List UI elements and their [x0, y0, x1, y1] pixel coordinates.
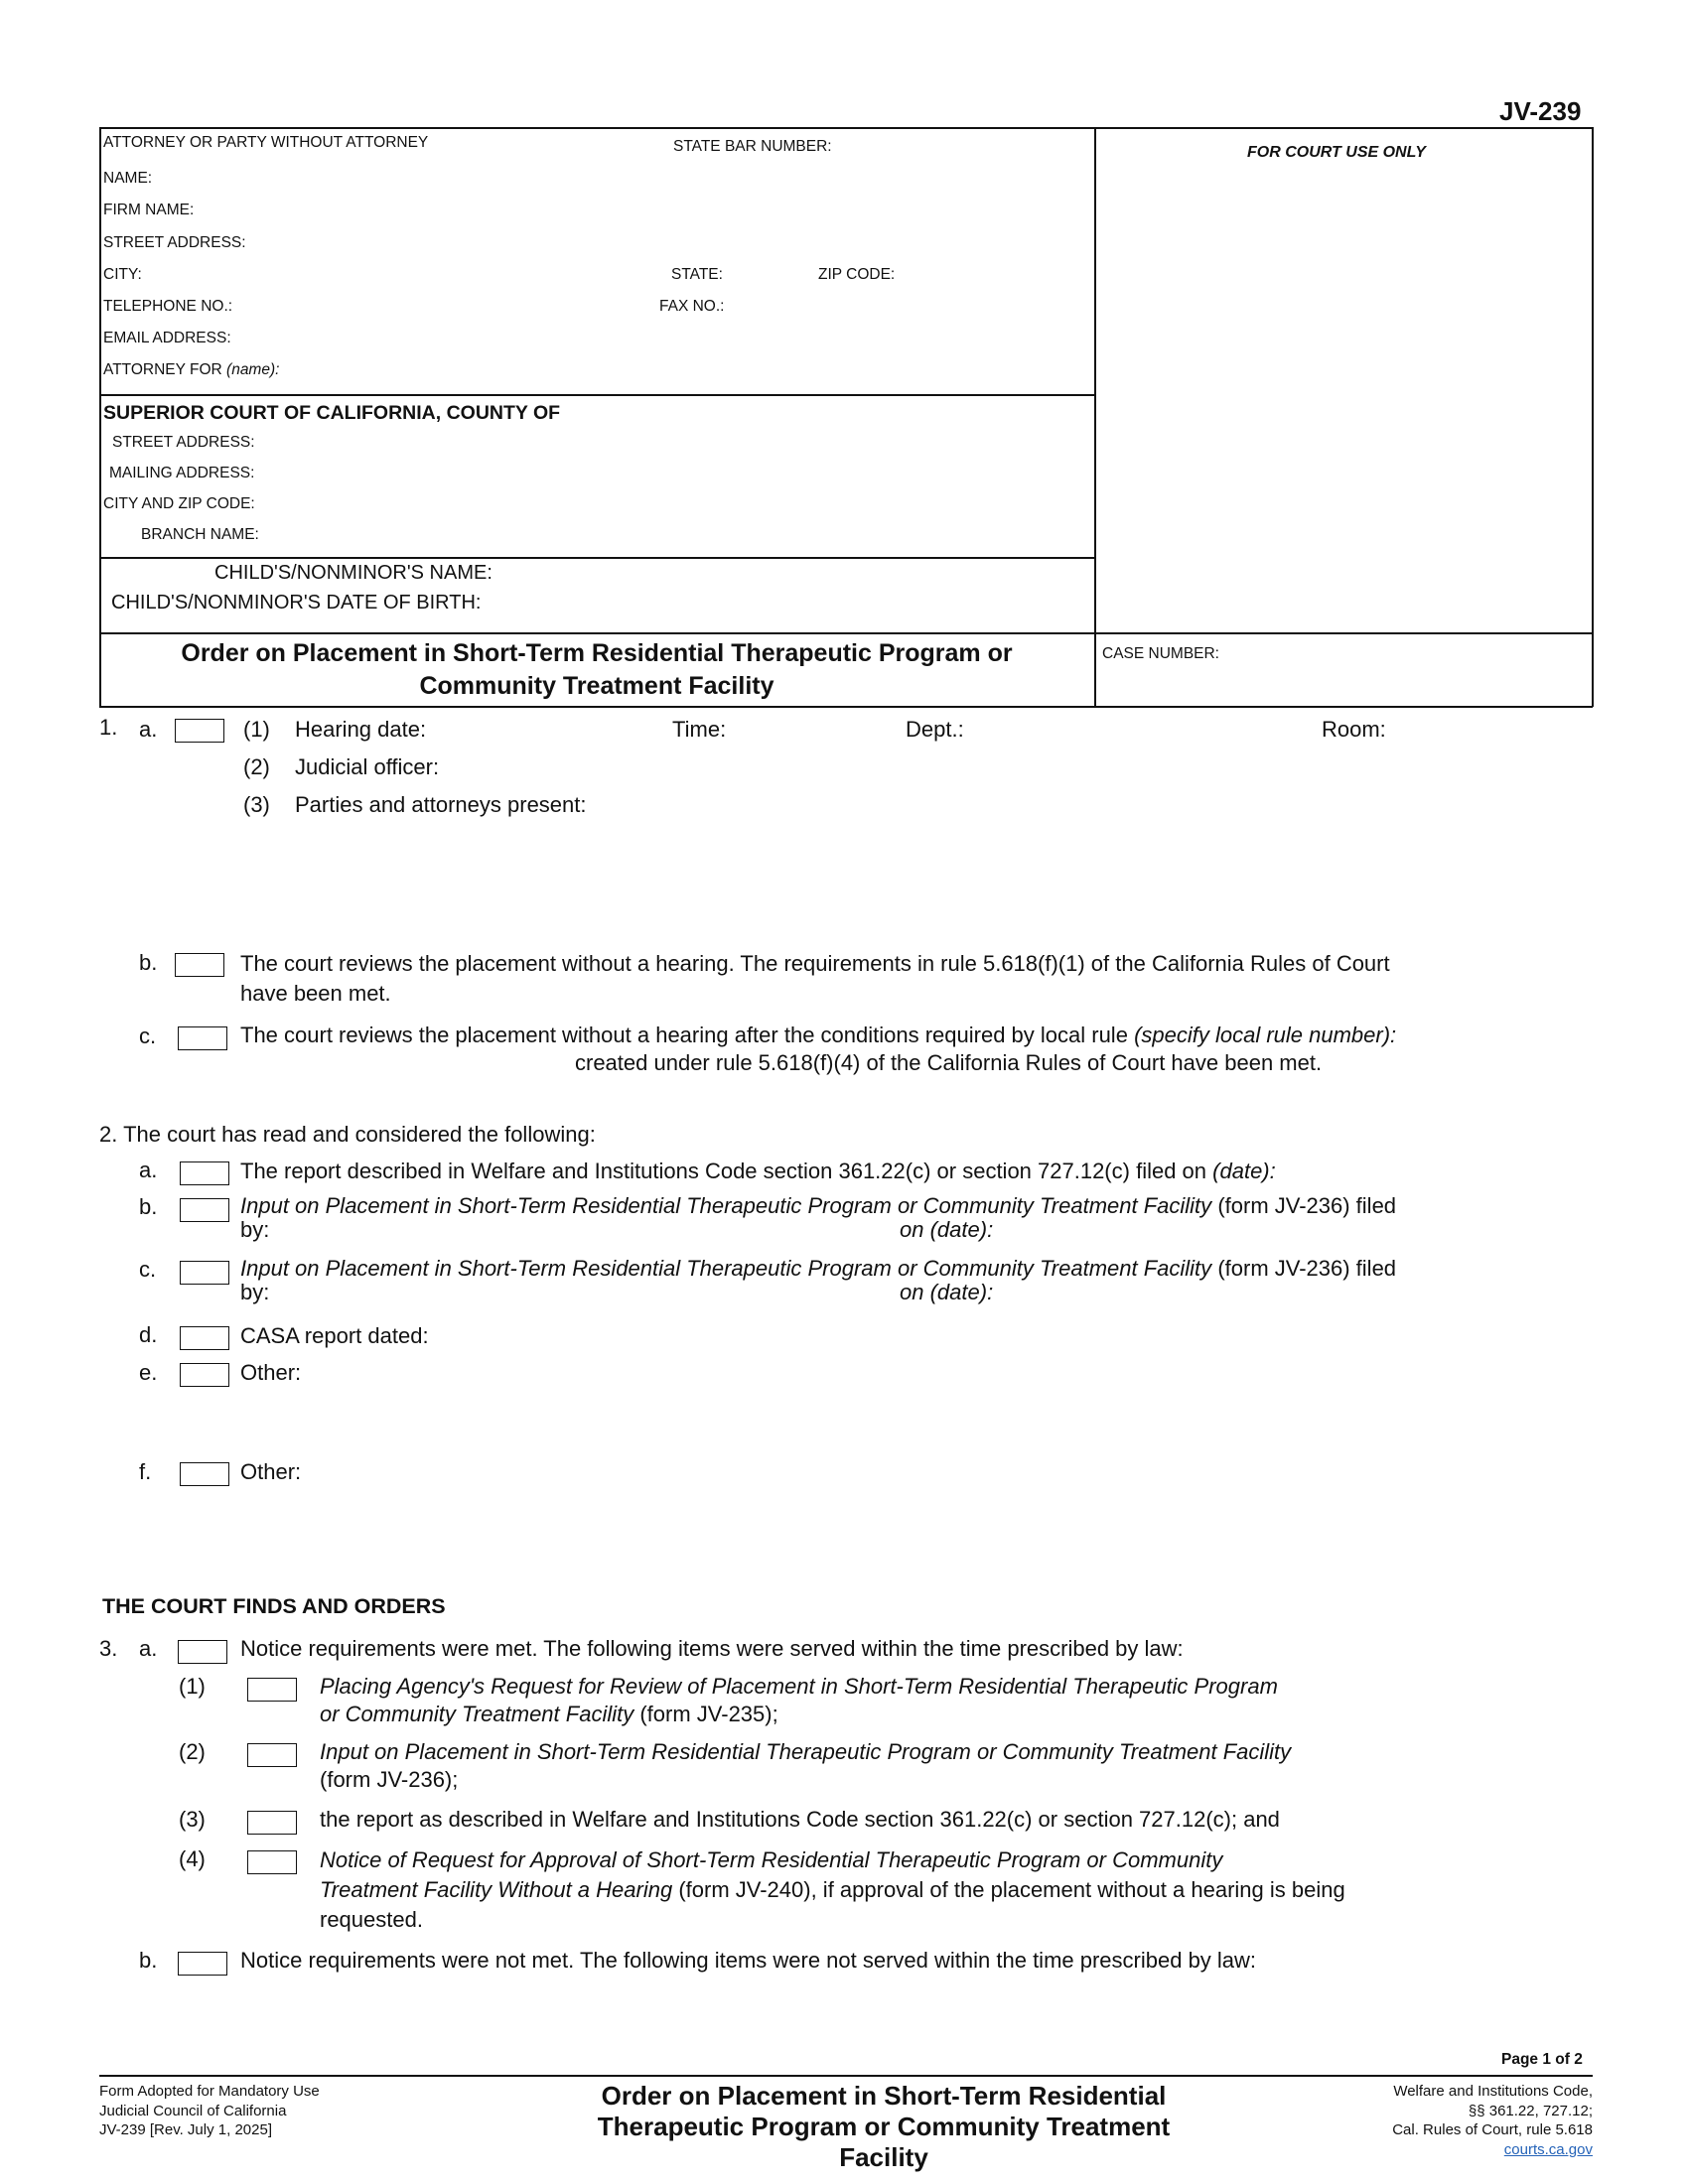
child-box-top [99, 557, 1095, 559]
firm-label: FIRM NAME: [103, 202, 195, 218]
state-input[interactable] [731, 265, 810, 285]
item1b-text [240, 949, 1390, 1009]
item2b-by-input[interactable] [288, 1219, 884, 1239]
title-box-top [99, 632, 1593, 634]
item2e-letter: e. [139, 1360, 158, 1385]
zip-label: ZIP CODE: [818, 266, 896, 283]
court-branch-label: BRANCH NAME: [141, 526, 259, 543]
item1a-letter: a. [139, 717, 158, 742]
item3a-checkbox[interactable] [178, 1640, 227, 1664]
footer-title [477, 2081, 1291, 2173]
item2c-date-input[interactable] [1013, 1282, 1579, 1301]
item2f-checkbox[interactable] [180, 1462, 229, 1486]
item1a2-num: (2) [243, 754, 270, 779]
child-name-input[interactable] [536, 564, 1082, 584]
attorney-box-title: ATTORNEY OR PARTY WITHOUT ATTORNEY [103, 134, 429, 151]
parties-label: Parties and attorneys present: [295, 792, 587, 817]
firm-input[interactable] [209, 201, 1082, 220]
page-number: Page 1 of 2 [1501, 2051, 1583, 2068]
item3b-text: Notice requirements were not met. The following items were not served within the time prescribed by law: [240, 1948, 1257, 1973]
item1a-checkbox[interactable] [175, 719, 224, 743]
state-bar-label: STATE BAR NUMBER: [673, 138, 832, 155]
item3a2-text: Input on Placement in Short-Term Residential Therapeutic Program or Community Treatment Facility (form JV-236); [320, 1739, 1292, 1792]
fax-label: FAX NO.: [659, 298, 725, 315]
item3a1-num: (1) [179, 1674, 206, 1699]
item3a-text: Notice requirements were met. The following items were served within the time prescribed by law: [240, 1636, 1184, 1661]
court-title: SUPERIOR COURT OF CALIFORNIA, COUNTY OF [103, 402, 561, 424]
footer-left [99, 2082, 320, 2140]
item3a4-text: Notice of Request for Approval of Short-Term Residential Therapeutic Program or Community Treatment Facility Without a Hearing (form JV-240), if approval of the placement without a hearing is being requested. [320, 1847, 1345, 1932]
item3a4-num: (4) [179, 1846, 206, 1871]
item2c-letter: c. [139, 1257, 157, 1282]
item2a-text: The report described in Welfare and Institutions Code section 361.22(c) or section 727.12(c) filed on (date): [240, 1159, 1276, 1183]
time-input[interactable] [740, 719, 899, 739]
court-mailing-label: MAILING ADDRESS: [109, 465, 255, 481]
footer-left-line2: Judicial Council of California [99, 2102, 287, 2119]
email-label: EMAIL ADDRESS: [103, 330, 231, 346]
item1b-line2: have been met. [240, 981, 391, 1006]
hearing-date-input[interactable] [447, 719, 665, 739]
item1c-checkbox[interactable] [178, 1026, 227, 1050]
city-input[interactable] [149, 265, 655, 285]
city-label: CITY: [103, 266, 142, 283]
courts-website-link[interactable]: courts.ca.gov [1503, 2140, 1593, 2158]
footer-title-line3: Facility [839, 2142, 928, 2172]
court-branch-input[interactable] [278, 525, 1082, 545]
item1b-line1: The court reviews the placement without a hearing. The requirements in rule 5.618(f)(1) of the California Rules of Court [240, 951, 1390, 976]
caption-divider [1094, 127, 1096, 707]
item1c-line2: created under rule 5.618(f)(4) of the California Rules of Court have been met. [575, 1050, 1323, 1075]
room-label: Room: [1322, 717, 1386, 742]
item2d-text: CASA report dated: [240, 1323, 429, 1348]
item1b-letter: b. [139, 950, 158, 975]
court-mailing-input[interactable] [278, 464, 1082, 483]
caption-top-border [99, 127, 1593, 129]
child-dob-input[interactable] [536, 594, 1082, 614]
item1a1-num: (1) [243, 717, 270, 742]
footer-right-line2: §§ 361.22, 727.12; [1468, 2102, 1593, 2119]
child-dob-label: CHILD'S/NONMINOR'S DATE OF BIRTH: [111, 592, 482, 614]
item2b-by: by: [240, 1217, 270, 1242]
dept-label: Dept.: [906, 717, 964, 742]
court-city-zip-input[interactable] [278, 494, 1082, 514]
court-street-label: STREET ADDRESS: [112, 434, 255, 451]
form-title-line2: Community Treatment Facility [419, 672, 774, 700]
item1c-letter: c. [139, 1024, 157, 1048]
item2b-on: on (date): [900, 1217, 994, 1242]
item3a4-checkbox[interactable] [247, 1850, 297, 1874]
street-label: STREET ADDRESS: [103, 234, 246, 251]
title-box-bottom [99, 706, 1593, 708]
court-use-label: FOR COURT USE ONLY [1247, 144, 1426, 161]
item2f-other-input[interactable] [318, 1461, 1579, 1541]
county-input[interactable] [635, 402, 1082, 422]
footer-left-line1: Form Adopted for Mandatory Use [99, 2083, 320, 2100]
footer-rule [99, 2075, 1593, 2077]
footer-left-line3: JV-239 [Rev. July 1, 2025] [99, 2121, 272, 2138]
item2b-text: Input on Placement in Short-Term Residential Therapeutic Program or Community Treatment Facility (form JV-236) filed [240, 1193, 1397, 1218]
item2f-letter: f. [139, 1459, 152, 1484]
item3b-checkbox[interactable] [178, 1952, 227, 1976]
footer-right [1291, 2082, 1593, 2159]
item2c-text: Input on Placement in Short-Term Residential Therapeutic Program or Community Treatment Facility (form JV-236) filed [240, 1256, 1397, 1281]
item3-number: 3. [99, 1636, 118, 1661]
attorney-for-input[interactable] [298, 360, 1082, 380]
judicial-officer-input[interactable] [467, 756, 1559, 776]
casa-date-input[interactable] [467, 1325, 1559, 1345]
item2b-checkbox[interactable] [180, 1198, 229, 1222]
caption-right-border [1592, 127, 1594, 707]
finds-orders-heading: THE COURT FINDS AND ORDERS [102, 1594, 446, 1618]
email-input[interactable] [248, 329, 1082, 348]
name-input[interactable] [159, 169, 1082, 189]
case-number-label: CASE NUMBER: [1102, 645, 1219, 662]
item1a3-num: (3) [243, 792, 270, 817]
item2c-by: by: [240, 1280, 270, 1304]
room-input[interactable] [1398, 719, 1577, 739]
form-title [99, 637, 1094, 703]
item1c-line1: The court reviews the placement without a hearing after the conditions required by local rule (specify local rule number): [240, 1023, 1397, 1047]
item2b-date-input[interactable] [1013, 1219, 1579, 1239]
item2e-other-input[interactable] [318, 1362, 1579, 1441]
item2e-text: Other: [240, 1360, 302, 1385]
child-name-label: CHILD'S/NONMINOR'S NAME: [214, 562, 492, 584]
item2-intro: 2. The court has read and considered the following: [99, 1122, 596, 1147]
item3a2-num: (2) [179, 1739, 206, 1764]
item2d-checkbox[interactable] [180, 1326, 229, 1350]
name-label: NAME: [103, 170, 153, 187]
item3a3-num: (3) [179, 1807, 206, 1832]
form-number: JV-239 [1499, 96, 1582, 126]
item2e-checkbox[interactable] [180, 1363, 229, 1387]
time-label: Time: [672, 717, 727, 742]
form-title-line1: Order on Placement in Short-Term Residential Therapeutic Program or [181, 639, 1013, 667]
item2a-checkbox[interactable] [180, 1161, 229, 1185]
footer-right-line3: Cal. Rules of Court, rule 5.618 [1392, 2121, 1593, 2138]
telephone-label: TELEPHONE NO.: [103, 298, 233, 315]
attorney-for-label: ATTORNEY FOR (name): [103, 361, 280, 378]
item3a2-checkbox[interactable] [247, 1743, 297, 1767]
court-box-top [99, 394, 1095, 396]
court-city-zip-label: CITY AND ZIP CODE: [103, 495, 255, 512]
item2f-text: Other: [240, 1459, 302, 1484]
item3a1-checkbox[interactable] [247, 1678, 297, 1702]
footer-right-line1: Welfare and Institutions Code, [1393, 2083, 1593, 2100]
item2c-by-input[interactable] [288, 1282, 884, 1301]
item3a-letter: a. [139, 1636, 158, 1661]
item3a3-checkbox[interactable] [247, 1811, 297, 1835]
court-street-input[interactable] [278, 433, 1082, 453]
item2a-letter: a. [139, 1158, 158, 1182]
parties-input[interactable] [635, 794, 1579, 933]
footer-title-line2: Therapeutic Program or Community Treatment [597, 2112, 1171, 2141]
dept-input[interactable] [978, 719, 1316, 739]
telephone-input[interactable] [248, 297, 645, 317]
hearing-date-label: Hearing date: [295, 717, 427, 742]
item3b-letter: b. [139, 1948, 158, 1973]
state-label: STATE: [671, 266, 723, 283]
case-number-input[interactable] [1104, 671, 1581, 691]
footer-title-line1: Order on Placement in Short-Term Residential [601, 2081, 1167, 2111]
fax-input[interactable] [737, 297, 1084, 317]
item2c-on: on (date): [900, 1280, 994, 1304]
item2a-date-input[interactable] [1430, 1160, 1579, 1180]
item3a3-text: the report as described in Welfare and Institutions Code section 361.22(c) or section 727.12(c); and [320, 1807, 1280, 1832]
street-input[interactable] [263, 233, 1082, 253]
item2c-checkbox[interactable] [180, 1261, 229, 1285]
item1b-checkbox[interactable] [175, 953, 224, 977]
item2d-letter: d. [139, 1322, 158, 1347]
judicial-officer-label: Judicial officer: [295, 754, 440, 779]
caption-left-border [99, 127, 101, 707]
item3a1-text: Placing Agency's Request for Review of Placement in Short-Term Residential Therapeutic Program or Community Treatment Facility (form JV-235); [320, 1674, 1278, 1726]
local-rule-input[interactable] [240, 1050, 568, 1070]
item1-number: 1. [99, 715, 118, 740]
item2b-letter: b. [139, 1194, 158, 1219]
zip-input[interactable] [906, 265, 1084, 285]
